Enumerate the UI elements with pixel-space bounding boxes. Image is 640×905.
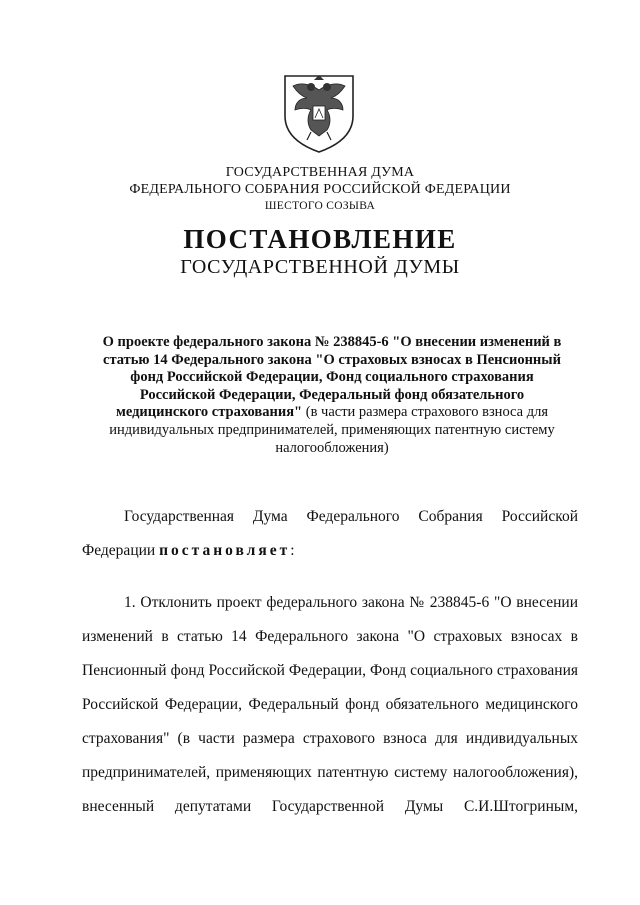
summary-line-2: статью 14 Федерального закона "О страховых взносах в Пенсионный: [103, 351, 561, 368]
item-1-line-2: изменений в статью 14 Федерального закона "О страховых взносах в: [82, 628, 578, 645]
summary-line-4: Российской Федерации, Федеральный фонд обязательного: [139, 386, 525, 403]
decree-keyword: постановляет: [159, 542, 291, 559]
item-1-line-6: предпринимателей, применяющих патентную систему налогообложения),: [82, 764, 578, 781]
intro-line-2: [82, 542, 578, 560]
item-1-line-5: страхования" (в части размера страхового взноса для индивидуальных: [82, 730, 578, 747]
header-line-2: ФЕДЕРАЛЬНОГО СОБРАНИЯ РОССИЙСКОЙ ФЕДЕРАЦИИ: [129, 182, 511, 197]
coat-of-arms-icon: [281, 70, 357, 154]
intro-line-1: Государственная Дума Федерального Собрания Российской: [124, 508, 578, 525]
summary-line-7: налогообложения): [275, 439, 389, 456]
summary-line-5-normal: (в части размера страхового взноса для: [302, 404, 549, 421]
summary-line-3: фонд Российской Федерации, Фонд социального страхования: [130, 369, 534, 386]
document-subtitle: ГОСУДАРСТВЕННОЙ ДУМЫ: [180, 256, 460, 278]
intro-line-2-start: Федерации: [82, 542, 160, 559]
header-line-3: ШЕСТОГО СОЗЫВА: [264, 200, 376, 212]
item-1-line-4: Российской Федерации, Федеральный фонд обязательного медицинского: [82, 696, 578, 713]
intro-line-2-end: :: [290, 542, 295, 559]
header-line-1: ГОСУДАРСТВЕННАЯ ДУМА: [225, 165, 415, 180]
item-1-line-7: внесенный депутатами Государственной Думы С.И.Штогриным,: [82, 798, 578, 815]
summary-line-5-bold: медицинского страхования": [115, 404, 303, 421]
summary-block: [82, 334, 582, 457]
summary-line-1: О проекте федерального закона № 238845-6 "О внесении изменений в: [102, 334, 562, 350]
item-1-line-1: 1. Отклонить проект федерального закона № 238845-6 "О внесении: [124, 594, 578, 611]
summary-line-6: индивидуальных предпринимателей, применяющих патентную систему: [109, 421, 555, 438]
item-1-line-3: Пенсионный фонд Российской Федерации, Фонд социального страхования: [82, 662, 578, 679]
document-title: ПОСТАНОВЛЕНИЕ: [183, 224, 457, 254]
